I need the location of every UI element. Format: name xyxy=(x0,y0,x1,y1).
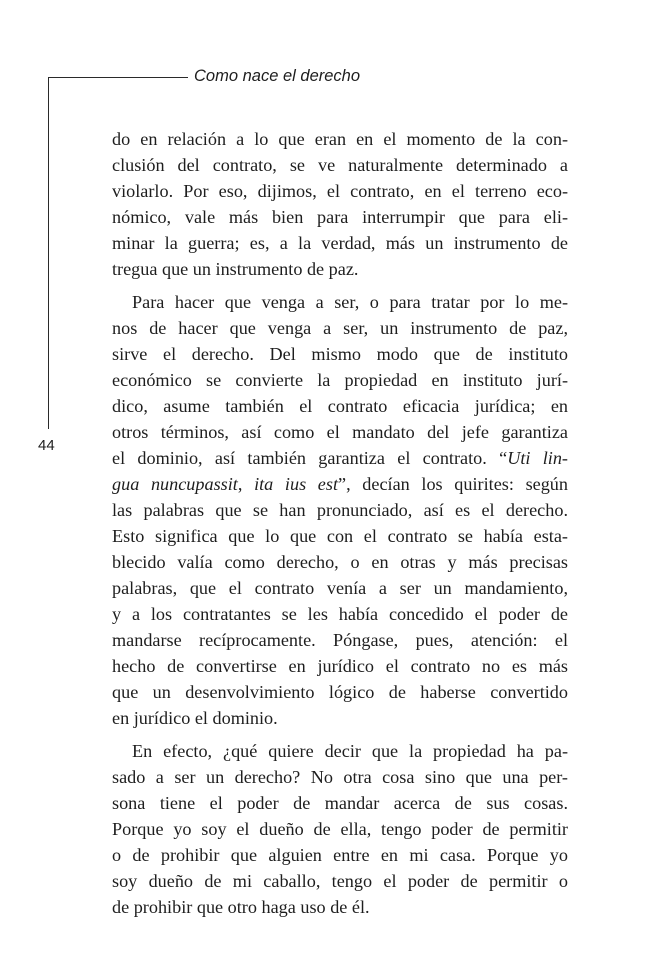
text-line: violarlo. Por eso, dijimos, el contrato, en el terreno eco- xyxy=(112,181,568,201)
text-line: tregua que un instrumento de paz. xyxy=(112,259,359,279)
text-line: Porque yo soy el dueño de ella, tengo poder de permitir xyxy=(112,819,568,839)
latin-quote: gua nuncupassit xyxy=(112,474,238,494)
text-line: En efecto, ¿qué quiere decir que la propiedad ha pa- xyxy=(132,741,568,761)
text-line: las palabras que se han pronunciado, así es el derecho. xyxy=(112,500,568,520)
text-segment: el dominio, así también garantiza el contrato. “ xyxy=(112,448,508,468)
text-line: otros términos, así como el mandato del jefe garantiza xyxy=(112,422,568,442)
text-line: hecho de convertirse en jurídico el contrato no es más xyxy=(112,656,568,676)
text-line: o de prohibir que alguien entre en mi casa. Porque yo xyxy=(112,845,568,865)
latin-quote: ita ius est xyxy=(254,474,339,494)
text-segment: ”, decían los quirites: según xyxy=(338,474,568,494)
text-line: sirve el derecho. Del mismo modo que de instituto xyxy=(112,344,568,364)
paragraph-2 xyxy=(112,289,568,731)
text-line-with-quote xyxy=(112,471,568,497)
text-line: nómico, vale más bien para interrumpir que para eli- xyxy=(112,207,568,227)
page-number: 44 xyxy=(38,437,55,454)
text-line: que un desenvolvimiento lógico de haberse convertido xyxy=(112,682,568,702)
text-line: Para hacer que venga a ser, o para tratar por lo me- xyxy=(132,292,568,312)
paragraph-spacer xyxy=(112,282,568,289)
margin-rule-vertical xyxy=(48,77,49,429)
paragraph-spacer xyxy=(112,731,568,738)
text-line: dico, asume también el contrato eficacia jurídica; en xyxy=(112,396,568,416)
body-text xyxy=(112,126,568,920)
text-line: palabras, que el contrato venía a ser un mandamiento, xyxy=(112,578,568,598)
text-line: minar la guerra; es, a la verdad, más un instrumento de xyxy=(112,233,568,253)
text-segment: , xyxy=(237,474,255,494)
text-line: sona tiene el poder de mandar acerca de sus cosas. xyxy=(112,793,568,813)
text-line: nos de hacer que venga a ser, un instrumento de paz, xyxy=(112,318,568,338)
text-line: en jurídico el dominio. xyxy=(112,708,278,728)
text-line: soy dueño de mi caballo, tengo el poder de permitir o xyxy=(112,871,568,891)
header-rule-horizontal xyxy=(48,77,188,78)
text-line: do en relación a lo que eran en el momento de la con- xyxy=(112,129,568,149)
text-line: clusión del contrato, se ve naturalmente determinado a xyxy=(112,155,568,175)
text-line-with-quote xyxy=(112,445,568,471)
text-line: y a los contratantes se les había concedido el poder de xyxy=(112,604,568,624)
running-title: Como nace el derecho xyxy=(194,67,361,85)
paragraph-1 xyxy=(112,126,568,282)
text-line: económico se convierte la propiedad en instituto jurí- xyxy=(112,370,568,390)
text-line: mandarse recíprocamente. Póngase, pues, atención: el xyxy=(112,630,568,650)
text-line: blecido valía como derecho, o en otras y más precisas xyxy=(112,552,568,572)
paragraph-3 xyxy=(112,738,568,920)
text-line: Esto significa que lo que con el contrato se había esta- xyxy=(112,526,568,546)
latin-quote: Uti lin- xyxy=(507,448,568,468)
text-line: sado a ser un derecho? No otra cosa sino que una per- xyxy=(112,767,568,787)
text-line: de prohibir que otro haga uso de él. xyxy=(112,897,370,917)
